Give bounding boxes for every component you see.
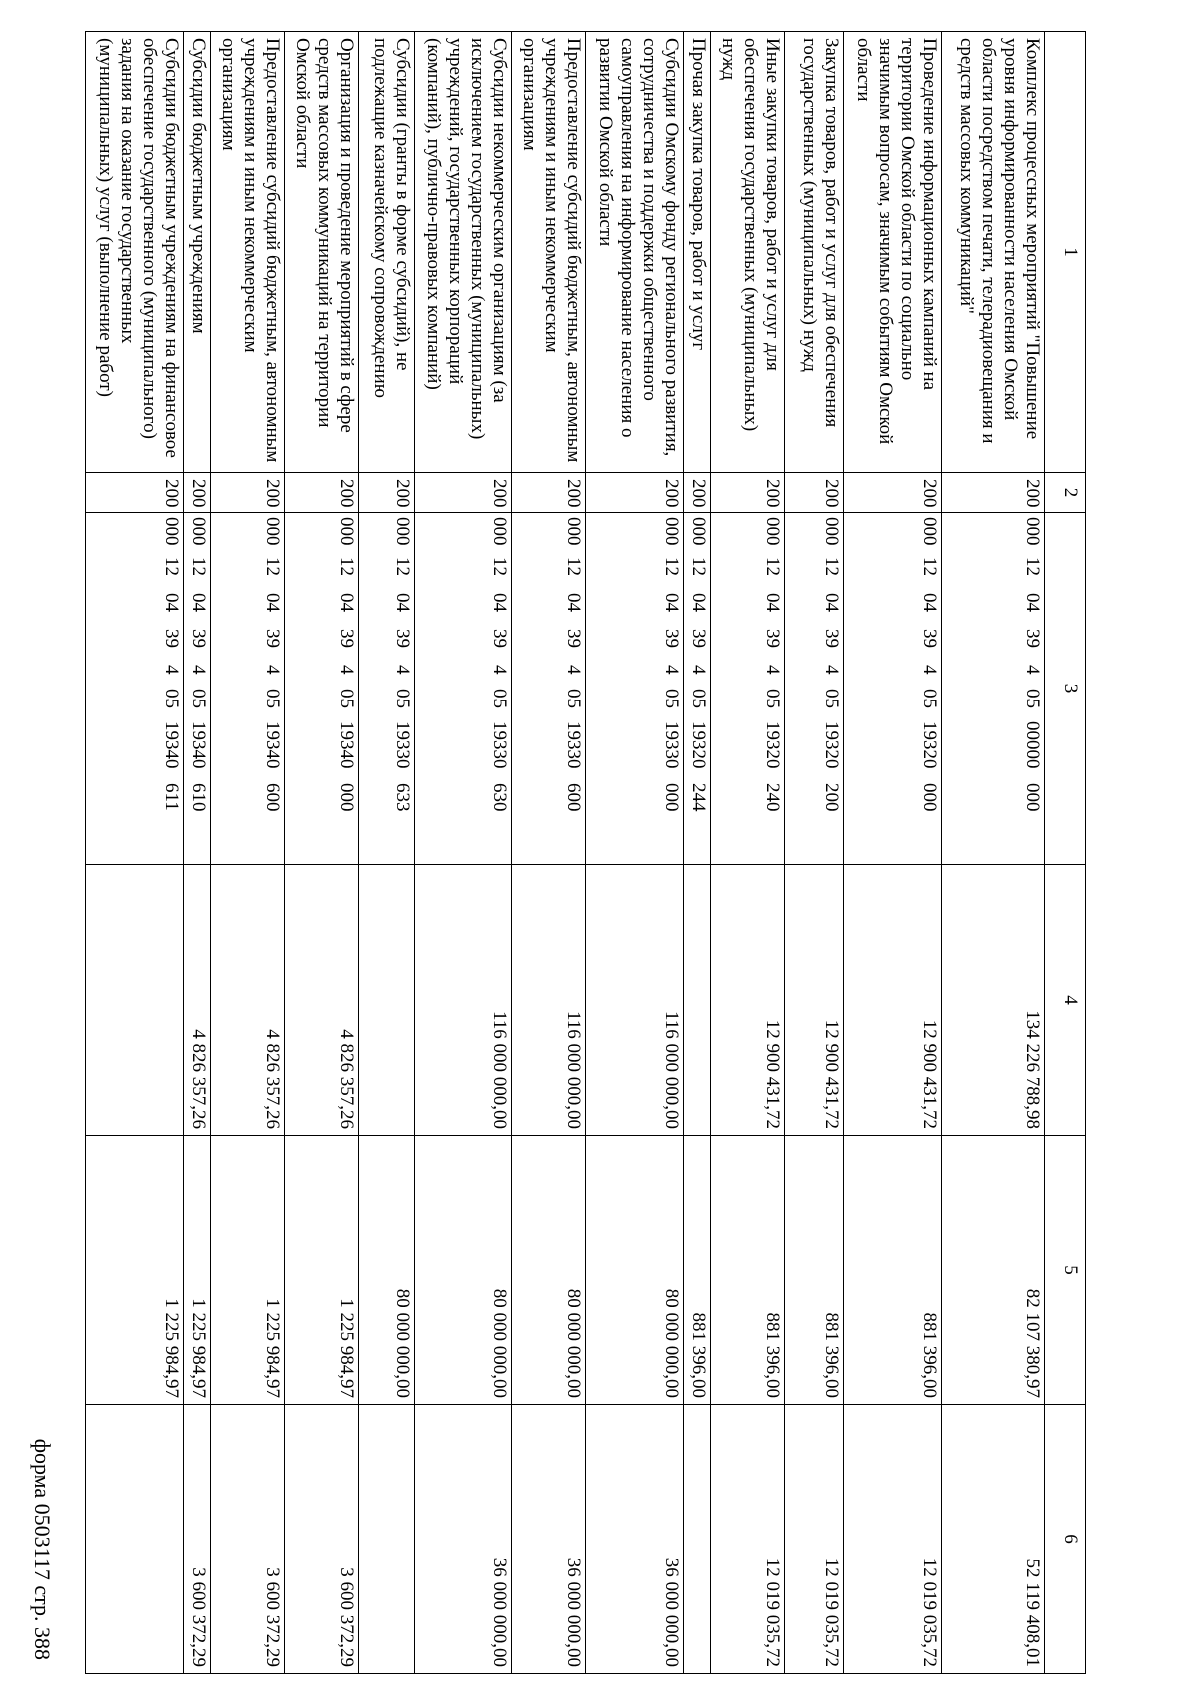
budget-code-segment: 4 bbox=[391, 665, 413, 675]
row-name-cell: Субсидии (гранты в форме субсидий), не подлежащие казначейскому сопровождению bbox=[358, 32, 414, 473]
budget-code-segment: 4 bbox=[187, 665, 209, 675]
unexecuted-amount-cell bbox=[86, 1405, 184, 1674]
budget-code-segment: 39 bbox=[762, 629, 784, 648]
line-code-cell: 200 bbox=[941, 473, 1044, 513]
executed-amount-cell: 80 000 000,00 bbox=[358, 1136, 414, 1405]
budget-code-segment: 000 bbox=[187, 517, 209, 546]
budget-code-segment: 19320 bbox=[821, 721, 843, 769]
executed-amount-cell: 80 000 000,00 bbox=[512, 1136, 586, 1405]
budget-code-segment: 12 bbox=[391, 557, 413, 576]
unexecuted-amount-cell bbox=[358, 1405, 414, 1674]
budget-code-segment: 000 bbox=[688, 517, 710, 546]
budget-code-segment: 4 bbox=[261, 665, 283, 675]
budget-code-segment: 200 bbox=[821, 783, 843, 812]
budget-code-segment: 000 bbox=[1022, 517, 1043, 546]
budget-code-segment: 12 bbox=[261, 557, 283, 576]
budget-code-segment: 19330 bbox=[661, 721, 683, 769]
budget-code-segment: 4 bbox=[489, 665, 511, 675]
budget-code-cell bbox=[210, 513, 284, 865]
row-name-cell: Субсидии бюджетным учреждениям bbox=[183, 32, 210, 473]
budget-code-segment: 12 bbox=[335, 557, 357, 576]
budget-code-segment: 39 bbox=[918, 629, 940, 648]
budget-code-segment: 19330 bbox=[563, 721, 585, 769]
executed-amount-cell: 82 107 380,97 bbox=[941, 1136, 1044, 1405]
budget-code-segment: 00000 bbox=[1022, 721, 1043, 769]
budget-code-segment: 05 bbox=[489, 689, 511, 708]
budget-code-segment: 04 bbox=[762, 593, 784, 612]
budget-code-segment: 240 bbox=[762, 783, 784, 812]
unexecuted-amount-cell: 36 000 000,00 bbox=[512, 1405, 586, 1674]
budget-code-segment: 19330 bbox=[489, 721, 511, 769]
budget-code-segment: 12 bbox=[160, 557, 182, 576]
line-code-cell: 200 bbox=[512, 473, 586, 513]
table-row bbox=[358, 32, 414, 1674]
budget-code-segment: 39 bbox=[261, 629, 283, 648]
budget-code-segment: 04 bbox=[489, 593, 511, 612]
unexecuted-amount-cell: 3 600 372,29 bbox=[284, 1405, 358, 1674]
executed-amount-cell: 881 396,00 bbox=[785, 1136, 844, 1405]
table-row bbox=[512, 32, 586, 1674]
executed-amount-cell: 881 396,00 bbox=[844, 1136, 942, 1405]
line-code-cell: 200 bbox=[586, 473, 684, 513]
table-row bbox=[86, 32, 184, 1674]
table-row bbox=[284, 32, 358, 1674]
budget-code-segment: 39 bbox=[563, 629, 585, 648]
budget-code-segment: 4 bbox=[563, 665, 585, 675]
column-header: 1 bbox=[1045, 32, 1086, 473]
unexecuted-amount-cell: 36 000 000,00 bbox=[414, 1405, 512, 1674]
budget-code-segment: 12 bbox=[187, 557, 209, 576]
table-header-row bbox=[1045, 32, 1086, 1674]
budget-code-segment: 39 bbox=[489, 629, 511, 648]
budget-code-segment: 04 bbox=[821, 593, 843, 612]
budget-code-segment: 12 bbox=[762, 557, 784, 576]
table-row bbox=[941, 32, 1044, 1674]
budget-code-segment: 19340 bbox=[187, 721, 209, 769]
budget-code-segment: 39 bbox=[821, 629, 843, 648]
row-name-cell: Предоставление субсидий бюджетным, автономным учреждениям и иным некоммерческим организациям bbox=[210, 32, 284, 473]
budget-code-segment: 39 bbox=[391, 629, 413, 648]
budget-code-segment: 630 bbox=[489, 783, 511, 812]
row-name-cell: Субсидии бюджетным учреждениям на финансовое обеспечение государственного (муниципального) задания на оказание государственных (муниципальных) услуг (выполнение работ) bbox=[86, 32, 184, 473]
budget-code-segment: 19340 bbox=[160, 721, 182, 769]
column-header: 6 bbox=[1045, 1405, 1086, 1674]
executed-amount-cell: 1 225 984,97 bbox=[86, 1136, 184, 1405]
budget-code-segment: 04 bbox=[688, 593, 710, 612]
budget-code-segment: 000 bbox=[918, 517, 940, 546]
budget-code-segment: 04 bbox=[261, 593, 283, 612]
budget-code-segment: 000 bbox=[661, 783, 683, 812]
line-code-cell: 200 bbox=[210, 473, 284, 513]
budget-code-segment: 600 bbox=[563, 783, 585, 812]
budget-code-segment: 39 bbox=[160, 629, 182, 648]
unexecuted-amount-cell: 12 019 035,72 bbox=[844, 1405, 942, 1674]
budget-code-segment: 05 bbox=[391, 689, 413, 708]
budget-code-cell bbox=[512, 513, 586, 865]
approved-amount-cell: 12 900 431,72 bbox=[844, 865, 942, 1136]
line-code-cell: 200 bbox=[183, 473, 210, 513]
row-name-cell: Иные закупки товаров, работ и услуг для обеспечения государственных (муниципальных) нужд bbox=[711, 32, 785, 473]
budget-code-segment: 04 bbox=[335, 593, 357, 612]
budget-code-cell bbox=[844, 513, 942, 865]
budget-code-segment: 610 bbox=[187, 783, 209, 812]
budget-code-segment: 4 bbox=[762, 665, 784, 675]
budget-code-segment: 05 bbox=[335, 689, 357, 708]
budget-code-cell bbox=[358, 513, 414, 865]
budget-code-segment: 05 bbox=[160, 689, 182, 708]
budget-code-segment: 39 bbox=[335, 629, 357, 648]
budget-code-segment: 19320 bbox=[762, 721, 784, 769]
budget-code-segment: 05 bbox=[688, 689, 710, 708]
budget-code-cell bbox=[785, 513, 844, 865]
budget-code-segment: 000 bbox=[1022, 783, 1043, 812]
budget-code-segment: 4 bbox=[1022, 665, 1043, 675]
budget-code-segment: 19340 bbox=[335, 721, 357, 769]
budget-code-segment: 05 bbox=[563, 689, 585, 708]
budget-code-cell bbox=[414, 513, 512, 865]
executed-amount-cell: 80 000 000,00 bbox=[586, 1136, 684, 1405]
unexecuted-amount-cell: 36 000 000,00 bbox=[586, 1405, 684, 1674]
budget-code-segment: 05 bbox=[261, 689, 283, 708]
budget-code-segment: 19340 bbox=[261, 721, 283, 769]
line-code-cell: 200 bbox=[358, 473, 414, 513]
budget-code-segment: 000 bbox=[563, 517, 585, 546]
budget-code-segment: 05 bbox=[821, 689, 843, 708]
line-code-cell: 200 bbox=[284, 473, 358, 513]
budget-code-segment: 12 bbox=[563, 557, 585, 576]
budget-code-segment: 19320 bbox=[918, 721, 940, 769]
row-name-cell: Субсидии некоммерческим организациям (за исключением государственных (муниципальных) учреждений, государственных корпораций (компаний), публично-правовых компаний) bbox=[414, 32, 512, 473]
budget-code-cell bbox=[711, 513, 785, 865]
unexecuted-amount-cell: 3 600 372,29 bbox=[210, 1405, 284, 1674]
table-row bbox=[684, 32, 711, 1674]
unexecuted-amount-cell: 12 019 035,72 bbox=[711, 1405, 785, 1674]
budget-code-segment: 39 bbox=[688, 629, 710, 648]
table-row bbox=[210, 32, 284, 1674]
budget-code-segment: 39 bbox=[1022, 629, 1043, 648]
unexecuted-amount-cell: 12 019 035,72 bbox=[785, 1405, 844, 1674]
budget-code-segment: 000 bbox=[661, 517, 683, 546]
budget-code-segment: 244 bbox=[688, 783, 710, 812]
row-name-cell: Прочая закупка товаров, работ и услуг bbox=[684, 32, 711, 473]
budget-code-segment: 633 bbox=[391, 783, 413, 812]
budget-code-segment: 000 bbox=[335, 517, 357, 546]
approved-amount-cell: 116 000 000,00 bbox=[414, 865, 512, 1136]
line-code-cell: 200 bbox=[86, 473, 184, 513]
approved-amount-cell bbox=[684, 865, 711, 1136]
budget-code-segment: 4 bbox=[918, 665, 940, 675]
executed-amount-cell: 80 000 000,00 bbox=[414, 1136, 512, 1405]
row-name-cell: Субсидии Омскому фонду регионального развития, сотрудничества и поддержки общественного самоуправления на информирование населения о развитии Омской области bbox=[586, 32, 684, 473]
budget-code-cell bbox=[586, 513, 684, 865]
budget-code-segment: 12 bbox=[661, 557, 683, 576]
approved-amount-cell: 4 826 357,26 bbox=[284, 865, 358, 1136]
row-name-cell: Организация и проведение мероприятий в сфере средств массовых коммуникаций на территории Омской области bbox=[284, 32, 358, 473]
row-name-cell: Проведение информационных кампаний на территории Омской области по социально значимым вопросам, значимым событиям Омской области bbox=[844, 32, 942, 473]
budget-code-segment: 000 bbox=[391, 517, 413, 546]
budget-code-segment: 000 bbox=[821, 517, 843, 546]
budget-code-segment: 19330 bbox=[391, 721, 413, 769]
table-row bbox=[785, 32, 844, 1674]
unexecuted-amount-cell: 3 600 372,29 bbox=[183, 1405, 210, 1674]
table-row bbox=[711, 32, 785, 1674]
budget-code-segment: 19320 bbox=[688, 721, 710, 769]
row-name-cell: Закупка товаров, работ и услуг для обеспечения государственных (муниципальных) нужд bbox=[785, 32, 844, 473]
budget-code-segment: 05 bbox=[187, 689, 209, 708]
budget-code-segment: 05 bbox=[1022, 689, 1043, 708]
budget-code-segment: 12 bbox=[1022, 557, 1043, 576]
budget-code-cell bbox=[284, 513, 358, 865]
budget-code-cell bbox=[684, 513, 711, 865]
budget-code-segment: 04 bbox=[187, 593, 209, 612]
executed-amount-cell: 1 225 984,97 bbox=[210, 1136, 284, 1405]
approved-amount-cell: 116 000 000,00 bbox=[586, 865, 684, 1136]
budget-code-segment: 04 bbox=[1022, 593, 1043, 612]
approved-amount-cell bbox=[358, 865, 414, 1136]
budget-code-segment: 000 bbox=[335, 783, 357, 812]
budget-code-segment: 04 bbox=[391, 593, 413, 612]
column-header: 5 bbox=[1045, 1136, 1086, 1405]
unexecuted-amount-cell bbox=[684, 1405, 711, 1674]
budget-code-segment: 12 bbox=[821, 557, 843, 576]
executed-amount-cell: 881 396,00 bbox=[684, 1136, 711, 1405]
budget-code-segment: 600 bbox=[261, 783, 283, 812]
budget-code-segment: 4 bbox=[688, 665, 710, 675]
budget-code-segment: 000 bbox=[918, 783, 940, 812]
table-row bbox=[844, 32, 942, 1674]
row-name-cell: Предоставление субсидий бюджетным, автономным учреждениям и иным некоммерческим организациям bbox=[512, 32, 586, 473]
budget-code-cell bbox=[86, 513, 184, 865]
budget-code-segment: 04 bbox=[160, 593, 182, 612]
budget-code-segment: 4 bbox=[160, 665, 182, 675]
budget-code-segment: 12 bbox=[918, 557, 940, 576]
budget-code-segment: 05 bbox=[762, 689, 784, 708]
line-code-cell: 200 bbox=[414, 473, 512, 513]
line-code-cell: 200 bbox=[844, 473, 942, 513]
executed-amount-cell: 1 225 984,97 bbox=[183, 1136, 210, 1405]
budget-code-segment: 05 bbox=[661, 689, 683, 708]
row-name-cell: Комплекс процессных мероприятий "Повышение уровня информированности населения Омской области посредством печати, телерадиовещания и средств массовых коммуникаций" bbox=[941, 32, 1044, 473]
form-header: форма 0503117 стр. 388 bbox=[30, 1438, 55, 1660]
unexecuted-amount-cell: 52 119 408,01 bbox=[941, 1405, 1044, 1674]
line-code-cell: 200 bbox=[684, 473, 711, 513]
budget-code-segment: 04 bbox=[918, 593, 940, 612]
budget-code-segment: 611 bbox=[160, 783, 182, 811]
approved-amount-cell bbox=[86, 865, 184, 1136]
budget-code-segment: 000 bbox=[261, 517, 283, 546]
budget-code-cell bbox=[183, 513, 210, 865]
budget-code-segment: 000 bbox=[489, 517, 511, 546]
table-row bbox=[414, 32, 512, 1674]
column-header: 3 bbox=[1045, 513, 1086, 865]
approved-amount-cell: 4 826 357,26 bbox=[210, 865, 284, 1136]
budget-code-segment: 4 bbox=[661, 665, 683, 675]
executed-amount-cell: 881 396,00 bbox=[711, 1136, 785, 1405]
executed-amount-cell: 1 225 984,97 bbox=[284, 1136, 358, 1405]
column-header: 4 bbox=[1045, 865, 1086, 1136]
budget-code-segment: 000 bbox=[160, 517, 182, 546]
budget-code-segment: 12 bbox=[489, 557, 511, 576]
budget-code-segment: 4 bbox=[335, 665, 357, 675]
approved-amount-cell: 116 000 000,00 bbox=[512, 865, 586, 1136]
approved-amount-cell: 134 226 788,98 bbox=[941, 865, 1044, 1136]
budget-code-segment: 05 bbox=[918, 689, 940, 708]
approved-amount-cell: 12 900 431,72 bbox=[785, 865, 844, 1136]
approved-amount-cell: 12 900 431,72 bbox=[711, 865, 785, 1136]
budget-code-segment: 04 bbox=[661, 593, 683, 612]
budget-code-cell bbox=[941, 513, 1044, 865]
budget-code-segment: 39 bbox=[187, 629, 209, 648]
budget-code-segment: 39 bbox=[661, 629, 683, 648]
line-code-cell: 200 bbox=[711, 473, 785, 513]
report-table bbox=[85, 31, 1086, 1674]
line-code-cell: 200 bbox=[785, 473, 844, 513]
budget-code-segment: 000 bbox=[762, 517, 784, 546]
approved-amount-cell: 4 826 357,26 bbox=[183, 865, 210, 1136]
column-header: 2 bbox=[1045, 473, 1086, 513]
table-row bbox=[586, 32, 684, 1674]
budget-code-segment: 4 bbox=[821, 665, 843, 675]
budget-code-segment: 04 bbox=[563, 593, 585, 612]
budget-code-segment: 12 bbox=[688, 557, 710, 576]
table-row bbox=[183, 32, 210, 1674]
